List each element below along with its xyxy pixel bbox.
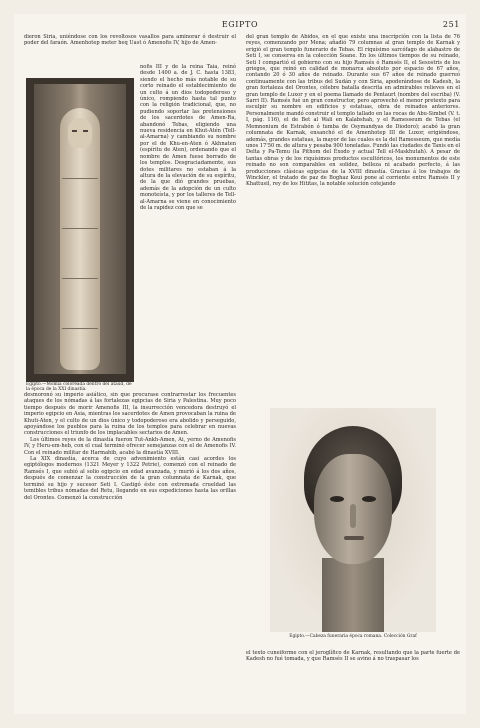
mummy-band	[62, 178, 98, 179]
left-column-top	[24, 34, 236, 47]
mummy-face	[68, 118, 92, 148]
paragraph: La XIX dinastía, acerca de cuyo advenimiento están casi acordes los egiptólogos modernos (1321 Meyer y 1322 Petrie), comenzó con el reinado de Ramsés I, que subió al solio egipcio en edad avanzada, y murió á los dos años, después de comenzar la construcción de la gran columnata de Karnak, que terminó su hijo y sucesor Seti I. Castigó éste con extremada crueldad las temibles tribus nómadas del Retu, llegando en sus expediciones hasta las orillas del Orontes. Comenzó la construcción	[24, 456, 236, 501]
right-column-top	[246, 34, 460, 188]
figure-caption-left: Egipto.—Momia coloreada dentro del ataúd, de la época de la XXI dinastía.	[26, 382, 132, 393]
right-column-bottom	[246, 650, 460, 663]
paragraph: nofis III y de la reina Taia, reinó desde 1400 a. de J. C. hasta 1383, siendo el hecho más notable de su corto reinado el establecimiento de un culto á un dios todopoderoso y único, rompiendo hasta tal punto con la religión tradicional, que, no pudiendo soportar las pretensiones de los sacerdotes de Amen-Ra, abandonó Tebas, eligiendo una nueva residencia en Khut-Atén (Tell-al-Amarna) y cambiando su nombre por el de Khu-en-Aten ó Akhnaten (espíritu de Aten), ordenando que el nombre de Amen fuese borrado de los templos. Desgraciadamente, sus dotes militares no estaban á la altura de la elevación de su espíritu, de la que dió grandes pruebas, además de la adopción de un culto monoteísta, y por los talleres de Tell-al-Amarna se viene en conocimiento de la rapidez con que se	[140, 64, 236, 211]
paragraph: del gran templo de Abidos, en el que existe una inscripción con la lista de 76 reyes, comenzando por Mena; añadió 79 columnas al gran templo de Karnak y erigió el gran templo funerario de Tebas. El riquísimo sarcófago de alabastro de Seti I, se conserva en la colección Soane. En los últimos tiempos de su reinado, Seti I compartió el gobierno con su hijo Ramsés ó Ramsés II, el Sesostris de los griegos, que reinó en calidad de monarca absoluto por espacio de 67 años, contando 20 ó 30 años de reinado. Durante sus 67 años de reinado guerreó continuamente con las tribus del Sudán y con Siria, apoderándose de Kadesh, la gran fortaleza del Orontes, célebre batalla descrita en admirables relieves en el gran templo de Luxor y en el poema llamado de Pentaurt (nombre del escriba) (V. Sarri II). Ramsés fué un gran constructor, pero aprovechó el menor pretexto para esculpir su nombre en edificios y estatuas, obra de reinados anteriores. Personalmente mandó construir el templo tallado en las rocas de Abu-Simbel (V. t. I, pág. 116), el de Bet al Wali en Kalabshah, y el Ramesseum de Tebas (el Memnonium de Estrabón ó tumba de Osymandyas de Diodoro); acabó la gran columnata de Karnak, ensanchó el de Amenhotep III de Luxor, erigiéndose, además, grandes estatuas, la mayor de las cuales es la del Ramesseum, que medía unos 17'50 m. de altura y pesaba 900 toneladas. Fundó las ciudades de Tanis en el Delta y Pa-Temu (la Pithom del Éxodo y actual Tell el-Maskhutah). A pesar de tantas obras y de los riquísimos productos escultóricos, los monumentos de este reinado no son comparables en solidez, belleza ni acabado perfecto, á las producciones clásicas egipcias de la XVIII dinastía. Gracias á los trabajos de Winckler, el tratado de paz de Boghaz Keui pone al corriente entre Ramsés II y Khattusil, rey de los Hititas, la notable solución cotejando	[246, 34, 460, 188]
left-column-wrap	[140, 64, 236, 211]
paragraph: el texto cuneiforme con el jeroglífico de Karnak, resultando que la parte fuerte de Kadesh no fué tomada, y que Ramsés II se avino á no traspasar los	[246, 650, 460, 663]
mummy-band	[62, 278, 98, 279]
head-mouth	[344, 536, 364, 540]
head-eye	[362, 496, 376, 502]
head-nose	[350, 504, 356, 528]
page-number: 251	[442, 20, 460, 29]
mummy-band	[62, 328, 98, 329]
mummy-band	[62, 228, 98, 229]
header-title: EGIPTO	[221, 20, 259, 29]
paragraph: Los últimos reyes de la dinastía fueron Tut-Ankh-Amen, Ai, yerno de Amenofis IV, y Heru-em-heb, con el cual terminó ofrecer semejanzas con el de Amenofis IV. Con el reinado militar de Harmahib, acabó la dinastía XVIII.	[24, 436, 236, 456]
running-header	[14, 20, 466, 32]
mummy-figure	[26, 78, 134, 382]
paragraph: desmoronó su imperio asiático, sin que procurase contrarrestar los frecuentes ataques de los nómadas á las fortalezas egipcias de Siria y Palestina. Muy poco tiempo después de morir Amenofis III, la insurrección vencedora destruyó el imperio egipcio en Asia, mientras los sacerdotes de Amen provocaban la ruina de Khuti-Aten, y el culto de un dios único y todopoderoso era abolido y perseguido, apoyándose los pueblos para la ruina de los templos para celebrar en nuevas construcciones el triunfo de los implacables sectarios de Amen.	[24, 392, 236, 437]
paragraph: dieron Siria, uniéndose con los revoltosos vasallos para aminorar ó destruir el poder del faraón. Amenhotep meter heq Uast ó Amenofis IV, hijo de Amen-	[24, 34, 236, 47]
mummy-eye	[83, 130, 88, 132]
left-column-bottom	[24, 392, 236, 501]
funerary-head-figure	[270, 408, 436, 632]
page	[14, 14, 466, 714]
mummy-eye	[72, 130, 77, 132]
figure-caption-right: Egipto.—Cabeza funeraria época romana. Colección Graf	[289, 634, 417, 639]
head-eye	[330, 496, 344, 502]
head-neck	[322, 558, 384, 632]
